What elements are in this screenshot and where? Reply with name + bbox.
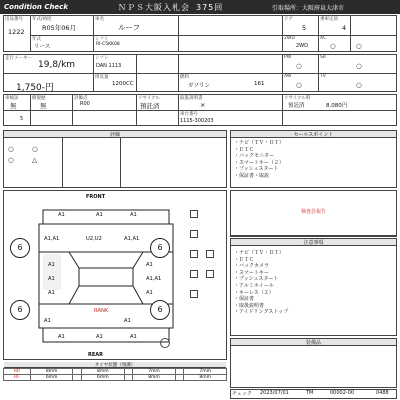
- tire-cell: 8mm: [133, 375, 175, 381]
- damage-mark: A1,A1: [44, 236, 60, 242]
- sales-point-item: ・プッシュスタート: [234, 166, 279, 173]
- damage-mark: A1,A1: [124, 236, 140, 242]
- year-value: R05年06月: [42, 24, 77, 32]
- equipment-item: ・プッシュスタート: [234, 276, 279, 283]
- diagram-center-label: RANK: [94, 308, 109, 314]
- sales-point-item: ・ＥＴＣ: [234, 146, 255, 153]
- pw-label: PW: [284, 55, 292, 60]
- door-value: 5: [302, 24, 307, 32]
- ac-value-2: ○: [356, 42, 362, 50]
- tire-cell: 7mm: [184, 369, 227, 375]
- sales-points-title: セールスポイント: [231, 131, 396, 138]
- evaluation-title: 評価: [4, 131, 226, 138]
- front-left-wheel: 6: [10, 238, 30, 258]
- tv-label: TV: [320, 74, 326, 79]
- header-center-title: ＮＰＳ大阪入札会: [118, 3, 190, 12]
- bottom-strip: [230, 389, 397, 399]
- year-label: 年式/初度: [32, 17, 52, 22]
- repair-value: 無: [40, 102, 47, 110]
- drive-value: 2WD: [296, 43, 308, 49]
- header-center-num: 375回: [196, 3, 224, 12]
- shift-value: DAN 1113: [96, 63, 122, 69]
- lot-number-label: 出品番号: [5, 17, 23, 22]
- legend-square: [206, 250, 214, 258]
- car-name-label: 車名: [95, 17, 104, 22]
- car-name-value: ルーフ: [118, 23, 141, 32]
- eval-r1b: ○: [32, 145, 38, 153]
- ac-label: AC: [320, 36, 327, 41]
- tire-cell: 6mm: [82, 375, 124, 381]
- legend-square: [190, 230, 198, 238]
- ac-value: ○: [330, 42, 336, 50]
- tire-cell: [124, 375, 133, 381]
- equipment-item: ・アイドリングストップ: [234, 309, 289, 316]
- check-num: 0488: [376, 390, 389, 396]
- legend-square: [206, 270, 214, 278]
- damage-mark: A1: [48, 262, 55, 268]
- equipment-item: ・キーレス（２）: [234, 289, 274, 296]
- number-value: 161: [254, 81, 265, 87]
- equipment-item: ・取扱説明書: [234, 302, 265, 309]
- manual-label: 取扱説明書: [180, 96, 203, 101]
- chassis-value: 1115-300203: [180, 118, 214, 124]
- rear-right-wheel: 6: [150, 300, 170, 320]
- damage-mark: A1: [130, 334, 137, 340]
- legend-square: [190, 290, 198, 298]
- recycle-fee-amount: 8,080円: [326, 103, 348, 109]
- keys-value: 5: [20, 116, 24, 122]
- recycle-fee-label: リサイクル料: [284, 96, 311, 101]
- aw-label: AW: [284, 74, 292, 79]
- repair-label: 修復歴: [32, 96, 46, 101]
- damage-mark: A1: [48, 276, 55, 282]
- damage-mark: A1: [146, 290, 153, 296]
- legend-square: [190, 270, 198, 278]
- damage-mark: A1: [44, 318, 51, 324]
- inspector-report-title: 検査員報告: [300, 209, 326, 215]
- equipment-item: ・バックカメラ: [234, 263, 270, 270]
- cert-value: 無: [10, 102, 17, 110]
- damage-mark: A1: [96, 212, 103, 218]
- equipment-list: [234, 250, 288, 316]
- manual-value: ×: [200, 101, 206, 109]
- remarks-title: 装備品: [231, 339, 396, 346]
- drive-label: 2WD: [284, 36, 295, 41]
- recycle-value: 預託済: [140, 102, 160, 110]
- damage-mark: A1: [48, 290, 55, 296]
- seats-label: 乗車定員: [320, 17, 338, 22]
- score-value: R00: [80, 101, 90, 107]
- equipment-item: ・アルミホイール: [234, 282, 274, 289]
- tire-cell: 8mm: [30, 369, 72, 375]
- door-label: ドア: [284, 17, 293, 22]
- damage-mark: A1: [58, 334, 65, 340]
- tire-cell: 6mm: [30, 375, 72, 381]
- header-bar: [0, 0, 400, 14]
- tax-value: 1,750-円: [16, 83, 55, 93]
- seats-value: 4: [342, 24, 347, 32]
- sales-points-list: [234, 140, 284, 180]
- damage-mark: A1: [58, 212, 65, 218]
- equipment-item: ・保証書: [234, 296, 255, 303]
- mileage-label: 走行メーター: [5, 56, 32, 61]
- equipment-item: ・スマートキー: [234, 269, 269, 276]
- tires-table: [3, 368, 227, 381]
- notes-title: 注意事項: [231, 239, 396, 246]
- sales-point-item: ・ナビ（ＴＶ・ＢＴ）: [234, 140, 285, 146]
- damage-mark: A1,A1: [146, 276, 162, 282]
- sales-point-item: ・バックモニター: [234, 153, 275, 160]
- check-code: 00002-00: [330, 390, 355, 396]
- score-label: 評価点: [74, 96, 88, 101]
- shift-label: シフト: [95, 56, 109, 61]
- fuel-label: 燃料: [180, 75, 189, 80]
- recycle-label: リサイクル: [138, 96, 160, 101]
- header-left-title: Condition Check: [4, 3, 68, 11]
- diagram-front-label: FRONT: [86, 194, 106, 200]
- sales-point-item: ・保証書・取説: [234, 172, 270, 179]
- damage-mark: A1: [130, 212, 137, 218]
- tire-cell: 8mm: [82, 369, 124, 375]
- recycle-fee-status: 預託済: [288, 103, 305, 109]
- model-label: シフト: [95, 37, 109, 42]
- tire-cell: 8mm: [184, 375, 227, 381]
- sr-value: ○: [356, 62, 362, 70]
- model-value: RI-C5KK08: [96, 42, 120, 47]
- use-label: 年式: [32, 37, 41, 42]
- tire-cell: [175, 375, 184, 381]
- displacement-value: 1200CC: [112, 81, 134, 87]
- sr-label: SR: [320, 55, 326, 60]
- tires-title: タイヤ状態（残溝）: [4, 362, 226, 368]
- damage-mark: A1: [96, 334, 103, 340]
- cert-label: 車検証: [5, 96, 19, 101]
- check-label: チェック: [232, 391, 252, 397]
- pw-value: ○: [296, 62, 302, 70]
- displacement-label: 排気量: [95, 75, 109, 80]
- equipment-item: ・ＥＴＣ: [234, 256, 255, 263]
- eval-r2b: △: [32, 156, 37, 164]
- spare-tire-icon: [160, 338, 170, 348]
- damage-mark: A1: [146, 262, 153, 268]
- aw-value: ○: [296, 81, 302, 89]
- fuel-value: ガソリン: [188, 83, 211, 89]
- eval-r1a: ○: [8, 145, 14, 153]
- check-staff: TM: [306, 390, 314, 396]
- damage-mark: A1: [124, 318, 131, 324]
- legend-square: [190, 210, 198, 218]
- diagram-rear-label: REAR: [88, 352, 103, 358]
- mileage-value: 19,8/km: [38, 60, 76, 70]
- tire-cell: [73, 375, 82, 381]
- equipment-item: ・ナビ（ＴＶ・ＢＴ）: [234, 250, 285, 256]
- chassis-label: 車台番号: [180, 112, 198, 117]
- use-value: リース: [34, 44, 51, 50]
- tire-cell: RR: [4, 369, 31, 375]
- tire-cell: RF: [4, 375, 31, 381]
- sales-point-item: ・スマートキー（２）: [234, 159, 284, 166]
- check-date: 2023/07/01: [260, 390, 289, 396]
- eval-r2a: ○: [8, 156, 14, 164]
- lot-number-value: 1222: [8, 28, 25, 36]
- front-right-wheel: 6: [150, 238, 170, 258]
- tire-cell: 7mm: [133, 369, 175, 375]
- header-right-title: 引取場所：大阪府泉大津市: [272, 5, 345, 12]
- damage-mark: U2,U2: [86, 236, 102, 242]
- rear-left-wheel: 6: [10, 300, 30, 320]
- legend-square: [190, 250, 198, 258]
- tv-value: ○: [356, 81, 362, 89]
